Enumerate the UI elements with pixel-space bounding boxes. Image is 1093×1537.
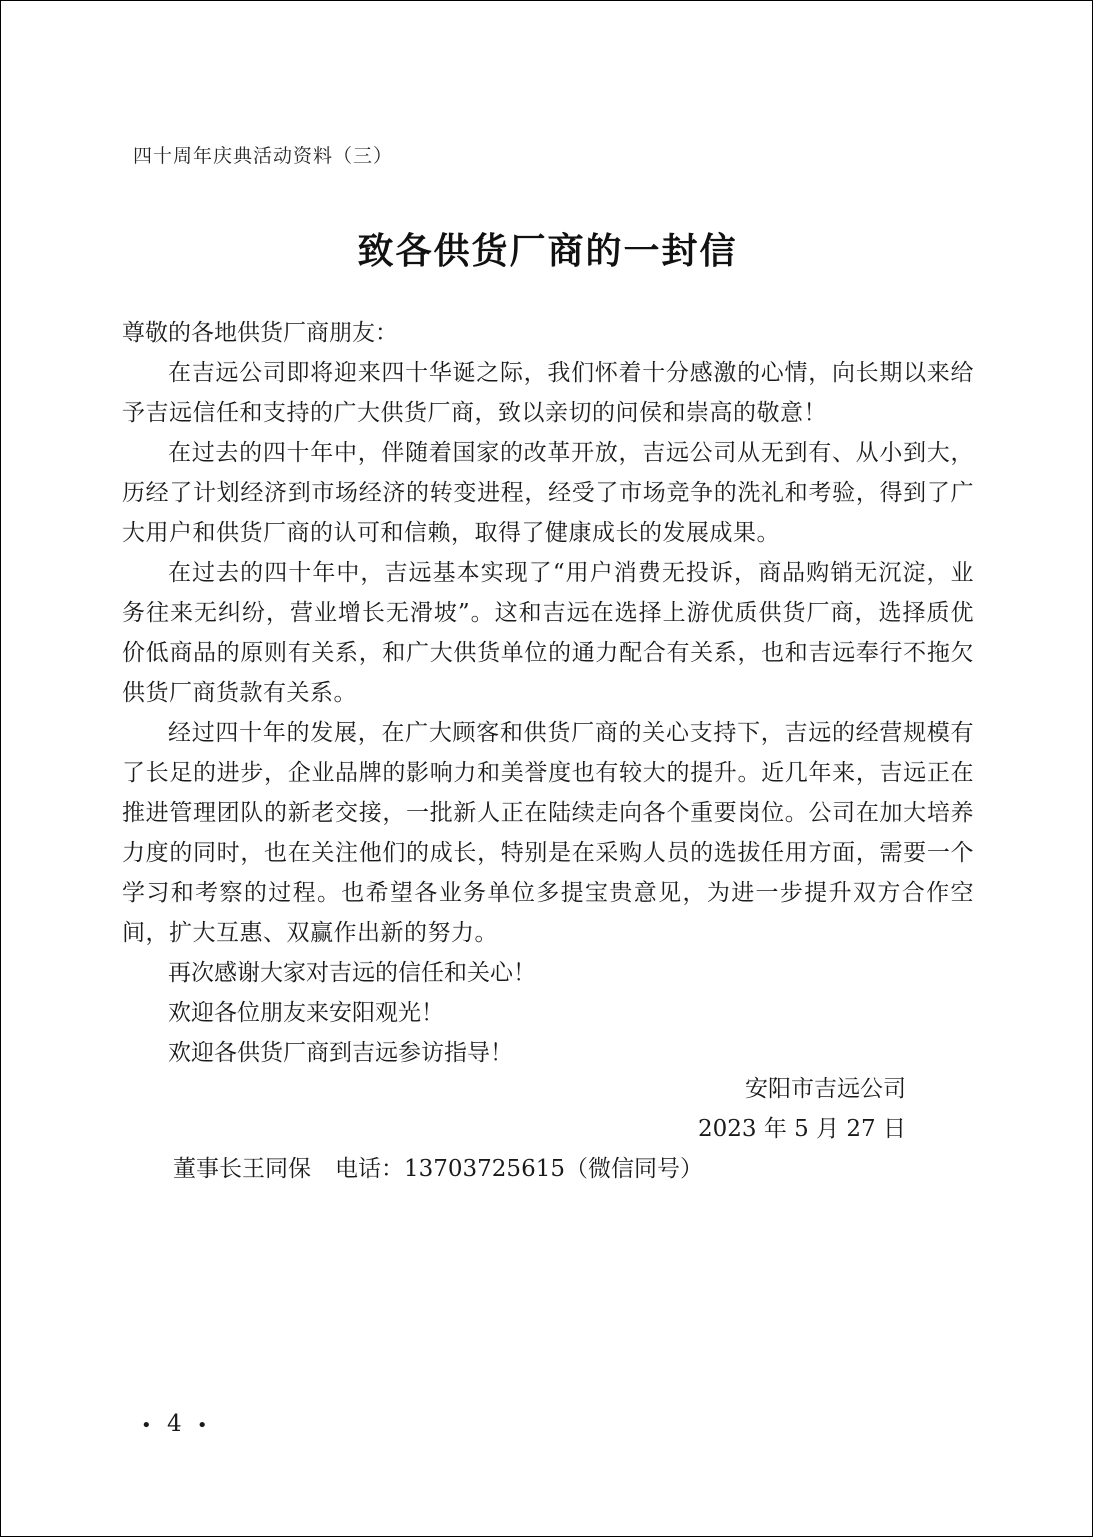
contact-person: 董事长王同保 [173, 1156, 311, 1182]
bullet-dot-right: • [196, 1414, 212, 1436]
signature-organization: 安阳市吉远公司 [745, 1076, 906, 1102]
paragraph-4: 经过四十年的发展，在广大顾客和供货厂商的关心支持下，吉远的经营规模有了长足的进步，企业品牌的影响力和美誉度也有较大的提升。近几年来，吉远正在推进管理团队的新老交接，一批新人正在陆续走向各个重要岗位。公司在加大培养力度的同时，也在关注他们的成长，特别是在采购人员的选拔任用方面，需要一个学习和考察的过程。也希望各业务单位多提宝贵意见，为进一步提升双方合作空间，扩大互惠、双赢作出新的努力。 [122, 720, 974, 946]
letter-body [122, 313, 974, 1073]
signature-block [698, 1069, 906, 1149]
bullet-dot-left: • [141, 1414, 156, 1436]
letter-title: 致各供货厂商的一封信 [357, 230, 738, 272]
closing-line-2: 欢迎各位朋友来安阳观光！ [168, 1000, 444, 1026]
running-header: 四十周年庆典活动资料（三） [133, 145, 394, 167]
closing-line-3: 欢迎各供货厂商到吉远参访指导！ [168, 1040, 513, 1066]
paragraph-3: 在过去的四十年中，吉远基本实现了“用户消费无投诉，商品购销无沉淀，业务往来无纠纷，营业增长无滑坡”。这和吉远在选择上游优质供货厂商，选择质优价低商品的原则有关系，和广大供货单位的通力配合有关系，也和吉远奉行不拖欠供货厂商货款有关系。 [122, 560, 974, 706]
contact-line [173, 1149, 703, 1189]
signature-date: 2023 年 5 月 27 日 [698, 1116, 906, 1142]
salutation: 尊敬的各地供货厂商朋友： [122, 320, 398, 346]
page-number: 4 [166, 1411, 186, 1437]
phone-note: （微信同号） [564, 1156, 703, 1182]
paragraph-1: 在吉远公司即将迎来四十华诞之际，我们怀着十分感激的心情，向长期以来给予吉远信任和支持的广大供货厂商，致以亲切的问侯和崇高的敬意！ [122, 360, 974, 426]
paragraph-2: 在过去的四十年中，伴随着国家的改革开放，吉远公司从无到有、从小到大，历经了计划经济到市场经济的转变进程，经受了市场竞争的洗礼和考验，得到了广大用户和供货厂商的认可和信赖，取得了健康成长的发展成果。 [122, 440, 974, 546]
page-number-footer [141, 1411, 212, 1437]
phone-label: 电话： [335, 1156, 404, 1182]
phone-number: 13703725615 [404, 1156, 565, 1182]
closing-line-1: 再次感谢大家对吉远的信任和关心！ [168, 960, 536, 986]
